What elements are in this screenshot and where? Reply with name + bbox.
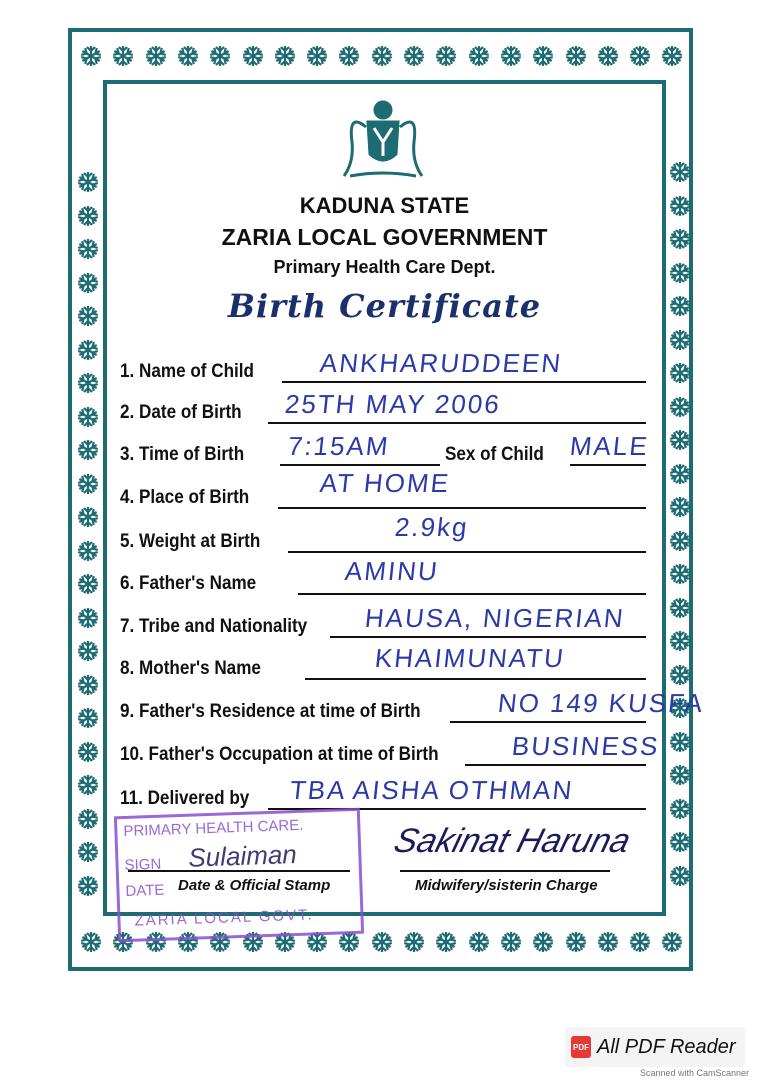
snowflake-icon (76, 472, 100, 496)
snowflake-icon (76, 673, 100, 697)
field-value: HAUSA, NIGERIAN (363, 603, 627, 633)
certificate-title: Birth Certificate (227, 287, 542, 325)
snowflake-icon (499, 930, 523, 954)
field-value: NO 149 KUSFA (496, 688, 706, 718)
field-value: AMINU (343, 556, 441, 586)
field-time-and-sex (120, 431, 651, 468)
snowflake-icon (668, 629, 692, 653)
snowflake-icon (76, 170, 100, 194)
snowflake-icon (76, 840, 100, 864)
snowflake-icon (76, 304, 100, 328)
snowflake-icon (76, 740, 100, 764)
snowflake-icon (668, 294, 692, 318)
snowflake-icon (76, 405, 100, 429)
field-label: 7. Tribe and Nationality (120, 616, 308, 637)
snowflake-icon (76, 204, 100, 228)
snowflake-icon (564, 44, 588, 68)
snowflake-icon (564, 930, 588, 954)
snowflake-icon (668, 227, 692, 251)
snowflake-icon (337, 44, 361, 68)
snowflake-icon (668, 428, 692, 452)
snowflake-icon (668, 194, 692, 218)
snowflake-icon (111, 44, 135, 68)
snowflake-icon (79, 930, 103, 954)
stamp-line4: ZARIA LOCAL GOVT. (134, 906, 315, 930)
snowflake-icon (660, 930, 684, 954)
snowflake-icon (668, 830, 692, 854)
snowflake-icon (76, 639, 100, 663)
stamp-signature: Sulaiman (187, 838, 298, 873)
midwife-signature: Sakinat Haruna (390, 822, 635, 860)
field-value: 2.9kg (393, 512, 471, 542)
lga-heading: ZARIA LOCAL GOVERNMENT (221, 224, 548, 250)
snowflake-icon (305, 44, 329, 68)
app-watermark (565, 1027, 745, 1067)
field-value: KHAIMUNATU (373, 643, 567, 673)
stamp-date: DATE (125, 881, 165, 900)
snowflake-icon (467, 930, 491, 954)
snowflake-icon (668, 462, 692, 486)
snowflake-icon (668, 663, 692, 687)
coat-of-arms-icon (330, 92, 436, 184)
snowflake-icon (76, 706, 100, 730)
snowflake-icon (273, 44, 297, 68)
snowflake-icon (596, 44, 620, 68)
field-label: 9. Father's Residence at time of Birth (120, 701, 421, 722)
field-date-of-birth (120, 389, 646, 426)
field-fathers-residence (120, 688, 706, 725)
app-name: All PDF Reader (597, 1035, 736, 1058)
field-label: 11. Delivered by (120, 788, 250, 809)
field-fathers-name (120, 556, 646, 597)
department-heading: Primary Health Care Dept. (273, 257, 496, 277)
snowflake-icon (668, 763, 692, 787)
snowflake-icon (76, 438, 100, 462)
snowflake-icon (531, 930, 555, 954)
snowflake-icon (499, 44, 523, 68)
snowflake-icon (241, 44, 265, 68)
pdf-icon: PDF (571, 1036, 591, 1058)
snowflake-icon (76, 371, 100, 395)
field-label: 5. Weight at Birth (120, 531, 261, 552)
snowflake-icon (76, 237, 100, 261)
snowflake-icon (668, 395, 692, 419)
snowflake-icon (434, 44, 458, 68)
snowflake-icon (668, 730, 692, 754)
state-heading: KADUNA STATE (299, 193, 470, 218)
snowflake-icon (76, 505, 100, 529)
snowflake-icon (76, 271, 100, 295)
field-mothers-name (120, 643, 646, 682)
snowflake-icon (668, 160, 692, 184)
field-tribe-and-nationality (120, 603, 646, 640)
field-label: Sex of Child (445, 444, 544, 465)
field-value: TBA AISHA OTHMAN (288, 775, 576, 805)
snowflake-icon (531, 44, 555, 68)
snowflake-icon (76, 807, 100, 831)
midwife-signature-line (400, 870, 610, 872)
field-delivered-by (120, 775, 646, 812)
field-place-of-birth (120, 468, 646, 511)
scanner-watermark: Scanned with CamScanner (640, 1068, 750, 1078)
snowflake-icon (402, 930, 426, 954)
field-label: 8. Mother's Name (120, 658, 261, 679)
snowflake-icon (144, 44, 168, 68)
snowflake-icon (596, 930, 620, 954)
field-name-of-child (120, 348, 646, 385)
snowflake-icon (668, 261, 692, 285)
snowflake-icon (402, 44, 426, 68)
snowflake-icon (176, 44, 200, 68)
stamp-line1: PRIMARY HEALTH CARE. (123, 816, 304, 841)
snowflake-icon (434, 930, 458, 954)
field-value: ANKHARUDDEEN (318, 348, 564, 378)
stamp-caption: Date & Official Stamp (178, 877, 331, 894)
snowflake-icon (76, 539, 100, 563)
snowflake-icon (668, 495, 692, 519)
snowflake-icon (370, 44, 394, 68)
field-label: 1. Name of Child (120, 361, 254, 382)
snowflake-icon (208, 44, 232, 68)
snowflake-icon (76, 606, 100, 630)
midwife-caption: Midwifery/sisterin Charge (415, 877, 598, 894)
snowflake-icon (76, 338, 100, 362)
snowflake-icon (668, 328, 692, 352)
snowflake-icon (628, 930, 652, 954)
snowflake-icon (668, 596, 692, 620)
snowflake-icon (668, 562, 692, 586)
stamp-sign: SIGN (124, 855, 162, 874)
snowflake-icon (668, 529, 692, 553)
snowflake-icon (370, 930, 394, 954)
field-value: BUSINESS (510, 731, 662, 761)
snowflake-icon (668, 361, 692, 385)
snowflake-icon (76, 874, 100, 898)
official-stamp (114, 808, 364, 943)
field-value: AT HOME (318, 468, 452, 498)
field-value: MALE (568, 431, 651, 461)
field-label: 2. Date of Birth (120, 402, 242, 423)
field-label: 6. Father's Name (120, 573, 257, 594)
field-fathers-occupation (120, 731, 662, 768)
field-value: 7:15AM (286, 431, 392, 461)
snowflake-icon (76, 572, 100, 596)
field-weight-at-birth (120, 512, 646, 555)
field-label: 4. Place of Birth (120, 487, 250, 508)
snowflake-icon (660, 44, 684, 68)
snowflake-icon (76, 773, 100, 797)
field-label: 10. Father's Occupation at time of Birth (120, 744, 439, 765)
field-label: 3. Time of Birth (120, 444, 245, 465)
snowflake-icon (628, 44, 652, 68)
snowflake-icon (79, 44, 103, 68)
snowflake-icon (668, 797, 692, 821)
field-value: 25TH MAY 2006 (283, 389, 503, 419)
snowflake-icon (668, 864, 692, 888)
snowflake-icon (467, 44, 491, 68)
